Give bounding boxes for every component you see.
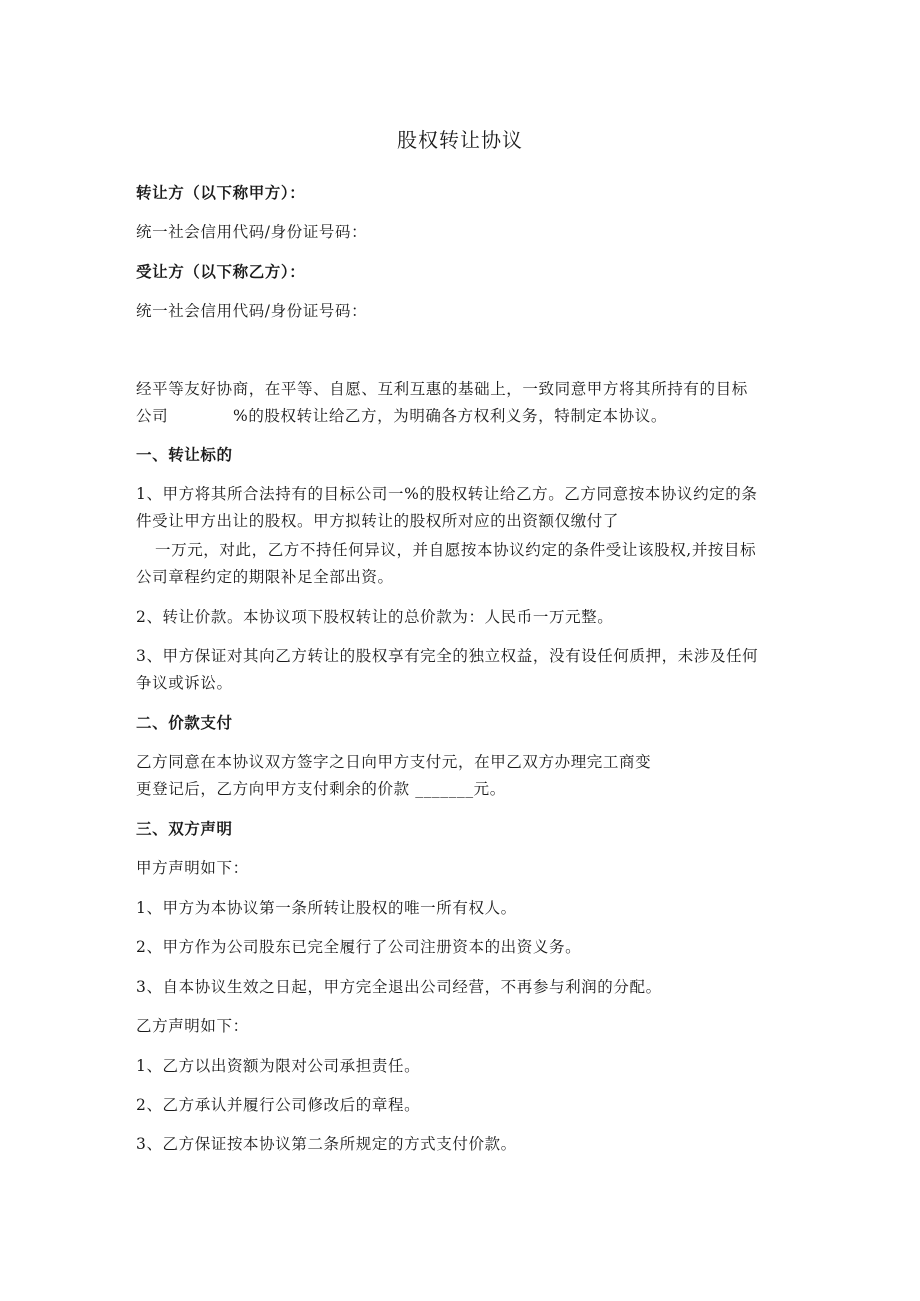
b-declaration-2: 2、乙方承认并履行公司修改后的章程。 — [136, 1096, 421, 1114]
section-1-title: 一、转让标的 — [136, 446, 233, 464]
s1-item3-line-2: 争议或诉讼。 — [136, 674, 233, 692]
s1-item1-line-4: 公司章程约定的期限补足全部出资。 — [136, 568, 394, 586]
transferor-label: 转让方（以下称甲方）： — [136, 184, 306, 202]
b-declaration-1: 1、乙方以出资额为限对公司承担责任。 — [136, 1057, 421, 1075]
transferee-label: 受让方（以下称乙方）： — [136, 263, 306, 281]
party-a-declares-heading: 甲方声明如下： — [136, 859, 249, 877]
s2-line-1: 乙方同意在本协议双方签字之日向甲方支付元，在甲乙双方办理完工商变 — [136, 753, 652, 771]
document-title: 股权转让协议 — [397, 128, 523, 152]
b-declaration-3: 3、乙方保证按本协议第二条所规定的方式支付价款。 — [136, 1135, 517, 1153]
s1-item1-line-2: 件受让甲方出让的股权。甲方拟转让的股权所对应的出资额仅缴付了 — [136, 512, 620, 530]
s1-item1-line-1: 1、甲方将其所合法持有的目标公司一%的股权转让给乙方。乙方同意按本协议约定的条 — [136, 485, 758, 503]
a-declaration-3: 3、自本协议生效之日起，甲方完全退出公司经营，不再参与利润的分配。 — [136, 978, 662, 996]
party-b-declares-heading: 乙方声明如下： — [136, 1017, 249, 1035]
s1-item1-line-3: 一万元，对此，乙方不持任何异议，并自愿按本协议约定的条件受让该股权,并按目标 — [155, 541, 757, 559]
section-2-title: 二、价款支付 — [136, 714, 233, 732]
s1-item3-line-1: 3、甲方保证对其向乙方转让的股权享有完全的独立权益，没有设任何质押，未涉及任何 — [136, 647, 759, 665]
section-3-title: 三、双方声明 — [136, 820, 233, 838]
transferee-id-label: 统一社会信用代码/身份证号码： — [136, 302, 368, 320]
transferor-id-label: 统一社会信用代码/身份证号码： — [136, 223, 368, 241]
preamble-line-2a: 公司 — [136, 407, 169, 425]
preamble-line-1: 经平等友好协商，在平等、自愿、互利互惠的基础上，一致同意甲方将其所持有的目标 — [136, 380, 748, 398]
preamble-line-2b: %的股权转让给乙方，为明确各方权利义务，特制定本协议。 — [233, 407, 667, 425]
a-declaration-1: 1、甲方为本协议第一条所转让股权的唯一所有权人。 — [136, 899, 517, 917]
s1-item2: 2、转让价款。本协议项下股权转让的总价款为：人民币一万元整。 — [136, 608, 614, 626]
a-declaration-2: 2、甲方作为公司股东已完全履行了公司注册资本的出资义务。 — [136, 938, 582, 956]
s2-line-2: 更登记后，乙方向甲方支付剩余的价款 _______元。 — [136, 780, 506, 798]
